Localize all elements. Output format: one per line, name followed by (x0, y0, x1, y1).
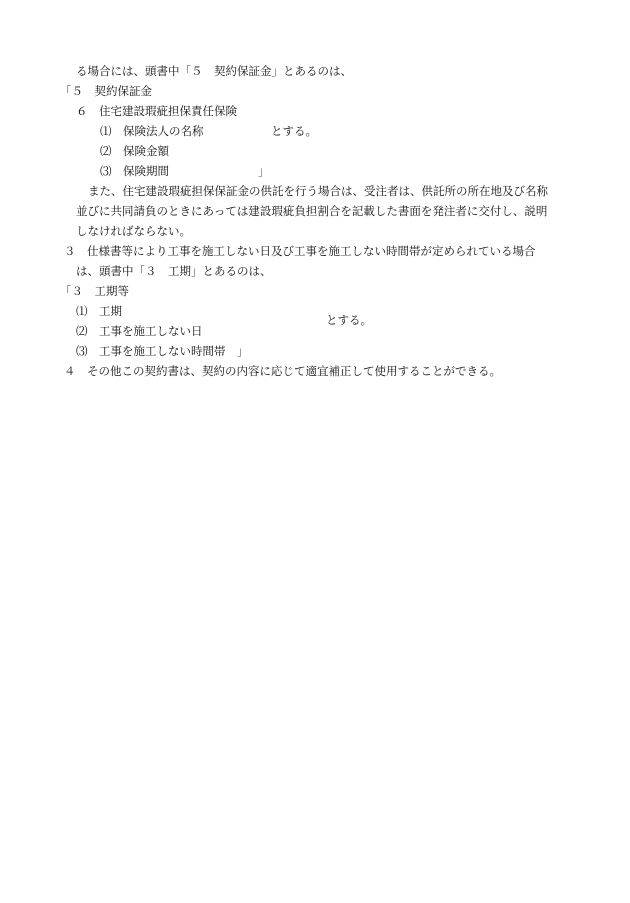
text-line: 「３ 工期等 (60, 284, 129, 298)
text-line: ６ 住宅建設瑕疵担保責任保険 (76, 104, 237, 118)
text-line: ⑶ 工事を施工しない時間帯 」 (76, 344, 249, 358)
text-line: 「５ 契約保証金 (60, 84, 152, 98)
text-line: とする。 (271, 124, 317, 138)
text-line: 並びに共同請負のときにあっては建設瑕疵負担割合を記載した書面を発注者に交付し、説明 (76, 204, 548, 218)
text-line: る場合には、頭書中「５ 契約保証金」とあるのは、 (76, 64, 352, 78)
text-line: は、頭書中「３ 工期」とあるのは、 (76, 264, 272, 278)
text-line: しなければならない。 (76, 224, 191, 238)
text-line: 」 (258, 164, 270, 178)
text-line: ３ 仕様書等により工事を施工しない日及び工事を施工しない時間帯が定められている場合 (64, 244, 536, 258)
text-line: ⑵ 保険金額 (100, 144, 169, 158)
text-line: ⑴ 保険法人の名称 (100, 124, 204, 138)
text-line: とする。 (326, 313, 372, 327)
text-line: ⑵ 工事を施工しない日 (76, 324, 203, 338)
text-line: また、住宅建設瑕疵担保保証金の供託を行う場合は、受注者は、供託所の所在地及び名称 (88, 184, 548, 198)
text-line: ⑴ 工期 (76, 304, 122, 318)
text-line: ４ その他この契約書は、契約の内容に応じて適宜補正して使用することができる。 (64, 364, 501, 378)
text-line: ⑶ 保険期間 (100, 164, 169, 178)
